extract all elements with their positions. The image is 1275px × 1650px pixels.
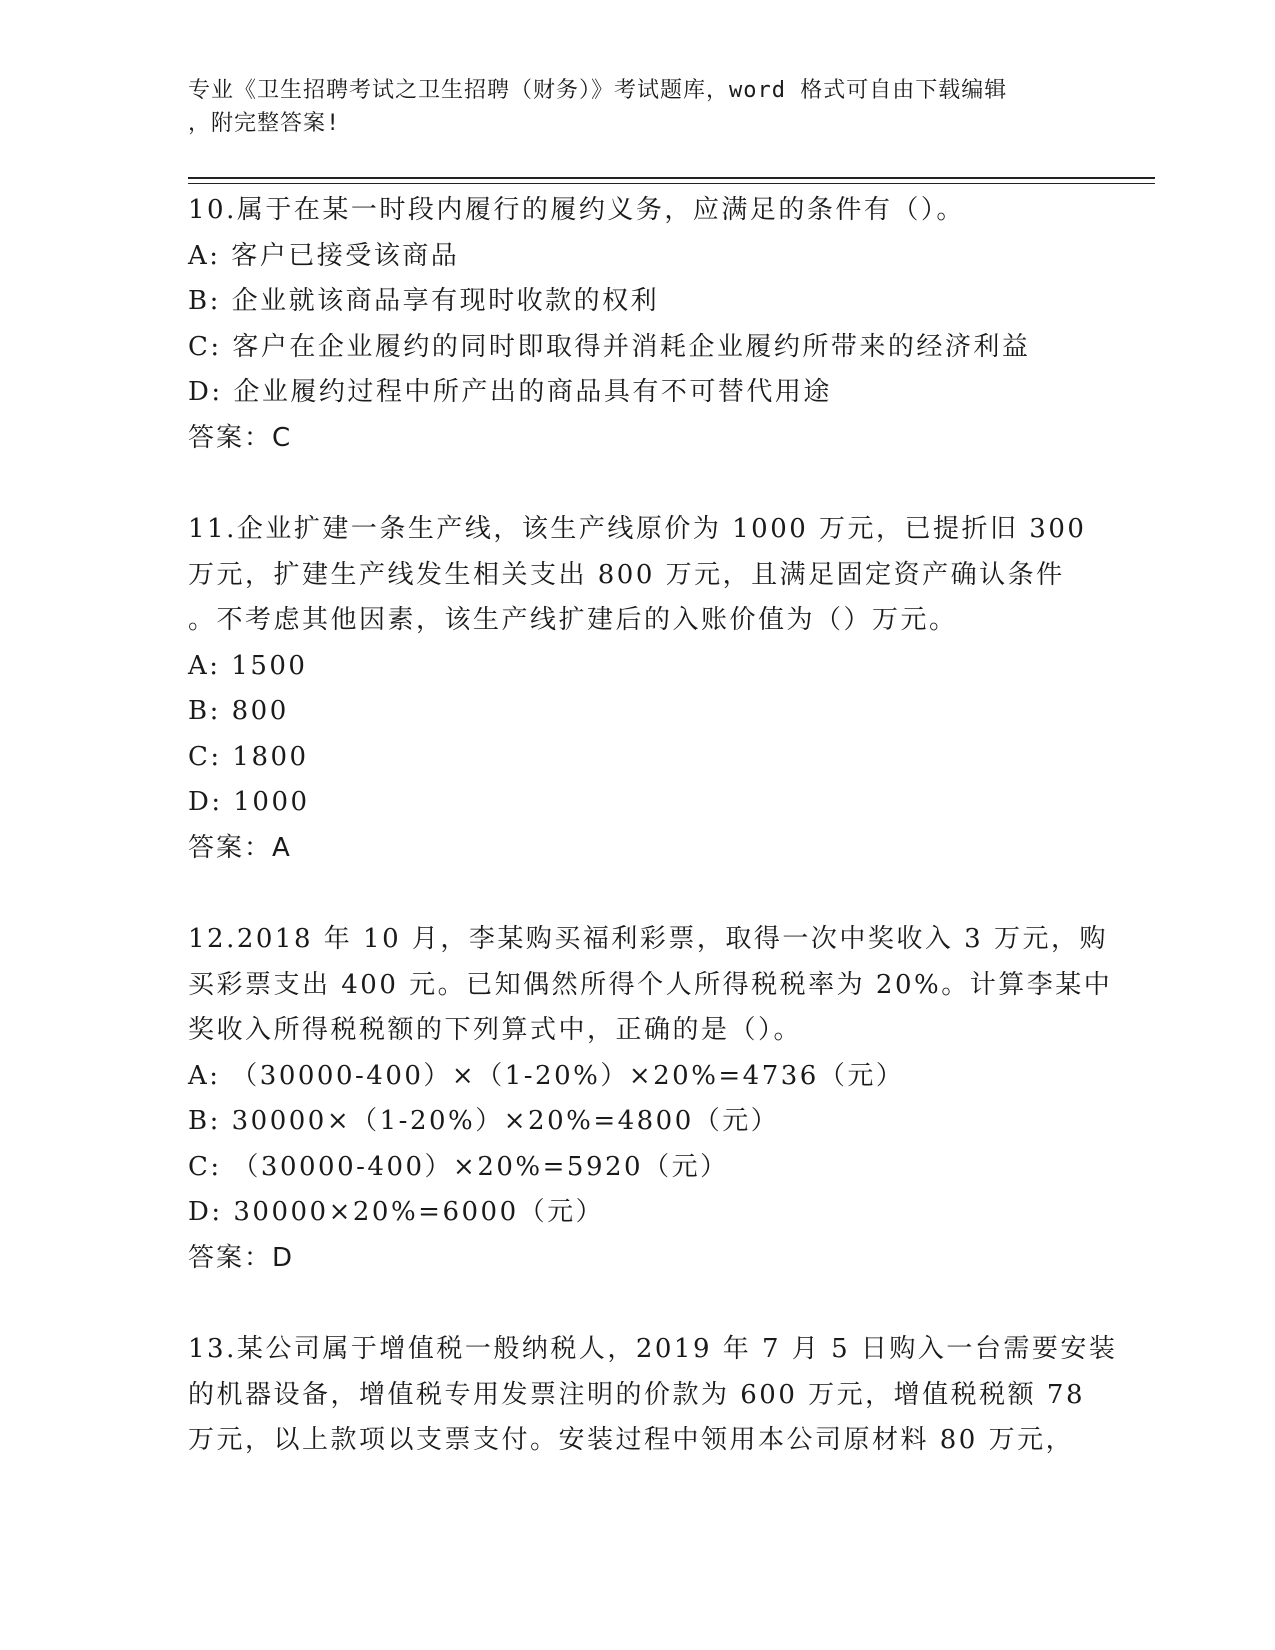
answer-option: A: 1500 <box>188 650 308 681</box>
header-line-2: ，附完整答案! <box>188 111 341 136</box>
answer-option: D: 企业履约过程中所产出的商品具有不可替代用途 <box>188 377 832 407</box>
question-13 <box>188 1327 1118 1464</box>
header-divider-thick <box>188 177 1155 179</box>
header-divider-thin <box>188 183 1155 184</box>
question-list <box>188 188 1118 1510</box>
answer-option: D: 30000×20%=6000（元） <box>188 1197 605 1227</box>
document-header <box>188 74 1068 140</box>
question-stem-line: 12.2018 年 10 月，李某购买福利彩票，取得一次中奖收入 3 万元，购 <box>188 924 1108 954</box>
question-11 <box>188 507 1088 871</box>
header-line-1: 专业《卫生招聘考试之卫生招聘（财务）》考试题库，word 格式可自由下载编辑 <box>188 78 1008 103</box>
answer-option: A: 客户已接受该商品 <box>188 240 460 271</box>
answer-option: D: 1000 <box>188 787 310 817</box>
question-stem-line: 11.企业扩建一条生产线，该生产线原价为 1000 万元，已提折旧 300 <box>188 514 1087 544</box>
answer-option: A: （30000-400）×（1-20%）×20%=4736（元） <box>188 1060 905 1091</box>
question-stem-line: 奖收入所得税税额的下列算式中，正确的是（）。 <box>188 1015 803 1045</box>
answer-option: C: 客户在企业履约的同时即取得并消耗企业履约所带来的经济利益 <box>188 331 1031 362</box>
answer-option: C: （30000-400）×20%=5920（元） <box>188 1151 729 1182</box>
question-stem-line: 的机器设备，增值税专用发票注明的价款为 600 万元，增值税税额 78 <box>188 1379 1086 1410</box>
question-12 <box>188 917 1113 1281</box>
question-stem-line: 万元，以上款项以支票支付。安装过程中领用本公司原材料 80 万元， <box>188 1425 1075 1455</box>
question-stem-line: 买彩票支出 400 元。已知偶然所得个人所得税税率为 20%。计算李某中 <box>188 969 1113 1000</box>
question-stem-line: 。不考虑其他因素，该生产线扩建后的入账价值为（）万元。 <box>188 605 958 635</box>
question-stem-line: 10.属于在某一时段内履行的履约义务，应满足的条件有（）。 <box>188 195 965 225</box>
answer-option: B: 800 <box>188 696 289 726</box>
correct-answer: 答案：A <box>188 832 292 863</box>
answer-option: C: 1800 <box>188 741 309 772</box>
answer-option: B: 企业就该商品享有现时收款的权利 <box>188 286 660 316</box>
correct-answer: 答案：D <box>188 1242 295 1273</box>
answer-option: B: 30000×（1-20%）×20%=4800（元） <box>188 1106 780 1136</box>
question-10 <box>188 188 1088 461</box>
question-stem-line: 万元，扩建生产线发生相关支出 800 万元，且满足固定资产确认条件 <box>188 559 1065 590</box>
correct-answer: 答案：C <box>188 422 293 453</box>
question-stem-line: 13.某公司属于增值税一般纳税人，2019 年 7 月 5 日购入一台需要安装 <box>188 1334 1118 1364</box>
